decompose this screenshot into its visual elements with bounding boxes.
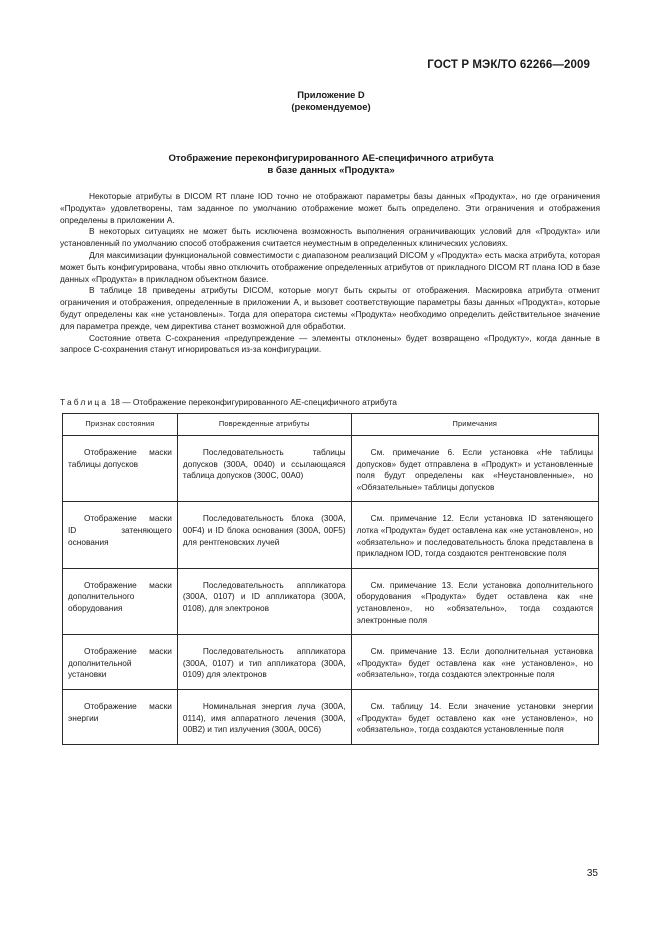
cell-attributes: Последовательность аппликатора (300А, 0107) и ID аппликатора (300А, 0108), для электронов [177,568,351,634]
paragraph: Состояние ответа С-сохранения «предупреждение — элементы отклонены» будет возвращено «Продукту», когда данные в запросе С-сохранения станут игнорироваться из-за конфигурации. [60,332,600,355]
cell-notes: См. примечание 12. Если установка ID затеняющего лотка «Продукта» будет оставлена как «не установлено», но «обязательно» и последовательность блока представлена в прикладном IOD, тогда создаются рентгеновские поля [351,502,598,568]
column-header-attributes: Поврежденные атрибуты [177,414,351,436]
cell-notes: См. примечание 6. Если установка «Не таблицы допусков» будет отправлена в «Продукт» и установленные поля будут определены как «Неустановленные», но «Обязательные» таблицы допусков [351,436,598,502]
column-header-state: Признак состояния [63,414,178,436]
table-caption [60,397,397,407]
attribute-mask-table [62,413,599,745]
paragraph: Для максимизации функциональной совместимости с диапазоном реализаций DICOM у «Продукта» есть маска атрибута, которая может быть конфигурирована, чтобы явно отключить отображение определенных атрибутов от прикладного DICOM RT плана IOD в базе данных «Продукта» в прикладном объектном базисе. [60,249,600,284]
cell-attributes: Последовательность аппликатора (300А, 0107) и тип аппликатора (300А, 0109) для электронов [177,635,351,690]
cell-attributes: Номинальная энергия луча (300А, 0114), имя аппаратного лечения (300А, 00В2) и тип излучения (300А, 00С6) [177,689,351,744]
page-number: 35 [586,868,598,879]
appendix-subtitle: (рекомендуемое) [291,101,371,112]
table-caption-label: Таблица [60,397,109,407]
body-text [60,191,600,356]
cell-notes: См. таблицу 14. Если значение установки энергии «Продукта» будет оставлено как «не установлено», но «обязательно», тогда создаются установленные поля [351,689,598,744]
cell-state: Отображение маски дополнительного оборудования [63,568,178,634]
cell-state: Отображение маски дополнительной установки [63,635,178,690]
table-row [63,502,599,568]
table-row [63,436,599,502]
cell-state: Отображение маски энергии [63,689,178,744]
paragraph: В таблице 18 приведены атрибуты DICOM, которые могут быть скрыты от отображения. Маскировка атрибута отменит ограничения и отображения, определенные в приложении А, и вызовет соответствующие параметры базы данных «Продукта», которые будут определены как «не установлены». Тогда для оператора системы «Продукта» необходимо определить действительное значение для параметра прежде, чем директива станет возможной для обработки. [60,285,600,331]
cell-attributes: Последовательность блока (300А, 00F4) и ID блока основания (300А, 00F5) для рентгеновских лучей [177,502,351,568]
section-title-line-2: в базе данных «Продукта» [267,165,395,176]
table-row [63,689,599,744]
cell-state: Отображение маски таблицы допусков [63,436,178,502]
column-header-notes: Примечания [351,414,598,436]
cell-notes: См. примечание 13. Если дополнительная установка «Продукта» будет оставлена как «не установлено», но «обязательно», тогда создаются электронные поля [351,635,598,690]
table-caption-text: 18 — Отображение переконфигурированного АЕ-специфичного атрибута [110,397,397,407]
document-standard-header: ГОСТ Р МЭК/ТО 62266—2009 [427,59,590,71]
section-title [0,153,662,177]
table-row [63,635,599,690]
paragraph: Некоторые атрибуты в DICOM RT плане IOD точно не отображают параметры базы данных «Продукта», но где ограничения «Продукта» удовлетворены, там заданное по умолчанию отображение может быть определено. Эти ограничения и отображения определены в приложении А. [60,191,600,225]
cell-attributes: Последовательность таблицы допусков (300А, 0040) и ссылающаяся таблица допусков (300С, 00А0) [177,436,351,502]
appendix-heading [0,89,662,113]
cell-notes: См. примечание 13. Если установка дополнительного оборудования «Продукта» будет оставлена как «не установлено», но «обязательно», тогда создаются электронные поля [351,568,598,634]
table-row [63,568,599,634]
section-title-line-1: Отображение переконфигурированного АЕ-специфичного атрибута [168,153,494,164]
appendix-title: Приложение D [297,89,365,100]
cell-state: Отображение маски ID затеняющего основания [63,502,178,568]
paragraph: В некоторых ситуациях не может быть исключена возможность выполнения ограничивающих условий для «Продукта» или установленный по умолчанию способ отображения считается неуместным в определенных клинических условиях. [60,226,600,249]
table-header-row [63,414,599,436]
